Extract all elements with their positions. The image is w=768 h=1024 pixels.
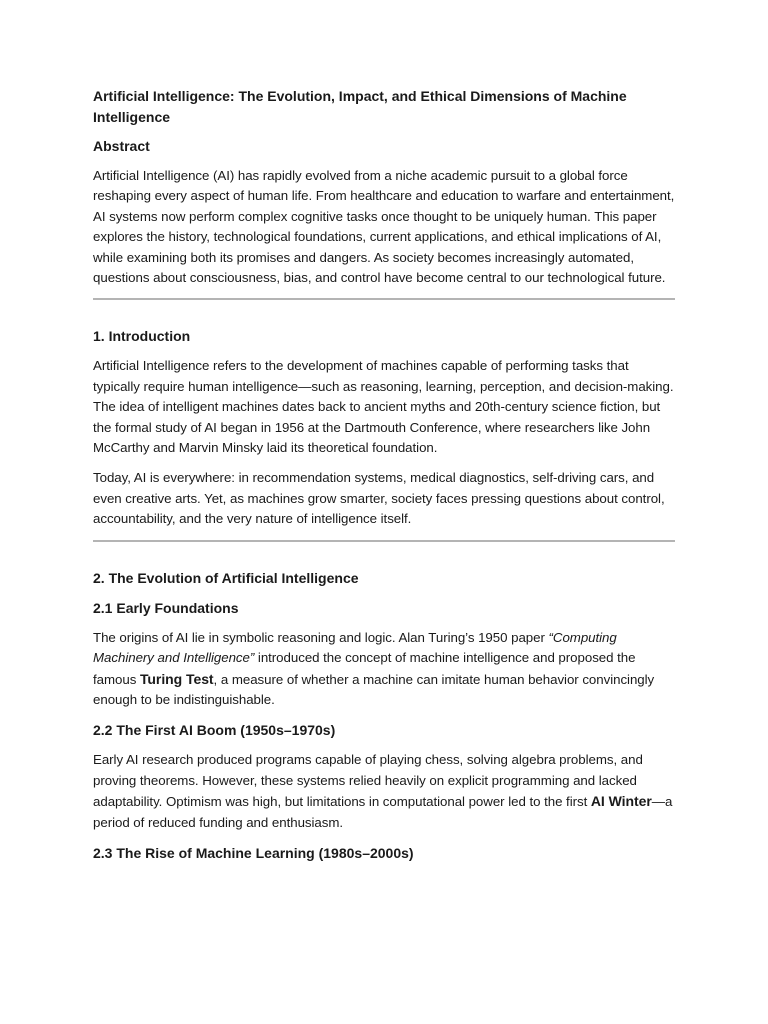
ai-winter-term: AI Winter: [590, 793, 652, 810]
introduction-heading: 1. Introduction: [93, 328, 191, 345]
turing-test-term: Turing Test: [139, 670, 214, 687]
paper-title: “Computing Machinery and Intelligence”: [93, 629, 617, 666]
abstract-heading: Abstract: [93, 138, 150, 154]
early-text-c: , a measure of whether a machine can imitate human behavior convincingly enough to be indistinguishable.: [93, 671, 655, 707]
introduction-paragraph-2: Today, AI is everywhere: in recommendation systems, medical diagnostics, self-driving cars, and even creative arts. Yet, as machines grow smarter, society faces pressing questions about control, accountability, and the very nature of intelligence itself.: [93, 470, 665, 527]
abstract-text: Artificial Intelligence (AI) has rapidly evolved from a niche academic pursuit to a global force reshaping every aspect of human life. From healthcare and education to warfare and entertainment, AI systems now perform complex cognitive tasks once thought to be uniquely human. This paper explores the history, technological foundations, current applications, and ethical implications of AI, while examining both its promises and dangers. As society becomes increasingly automated, questions about consciousness, bias, and control have become central to our technological future.: [93, 168, 675, 286]
boom-text-a: Early AI research produced programs capable of playing chess, solving algebra problems, and proving theorems. However, these systems relied heavily on explicit programming and lacked adaptability. Optimism was high, but limitations in computational power led to the first: [93, 752, 643, 810]
section-divider: [93, 298, 675, 300]
early-foundations-paragraph: [93, 628, 675, 711]
evolution-heading: 2. The Evolution of Artificial Intelligence: [93, 569, 359, 586]
introduction-paragraph-1: Artificial Intelligence refers to the development of machines capable of performing tasks that typically require human intelligence—such as reasoning, learning, perception, and decision-making. The idea of intelligent machines dates back to ancient myths and 20th-century science fiction, but the formal study of AI began in 1956 at the Dartmouth Conference, where researchers like John McCarthy and Marvin Minsky laid its theoretical foundation.: [93, 358, 674, 456]
document-page: [93, 86, 675, 873]
section-divider: [93, 540, 675, 542]
first-ai-boom-paragraph: [93, 750, 675, 833]
early-foundations-heading: 2.1 Early Foundations: [93, 599, 239, 616]
early-text-b: introduced the concept of machine intelligence and proposed the famous: [93, 650, 636, 687]
early-text-a: The origins of AI lie in symbolic reasoning and logic. Alan Turing’s 1950 paper: [93, 629, 549, 645]
machine-learning-heading: 2.3 The Rise of Machine Learning (1980s–2000s): [93, 844, 414, 861]
boom-text-b: —a period of reduced funding and enthusiasm.: [93, 794, 673, 830]
first-ai-boom-heading: 2.2 The First AI Boom (1950s–1970s): [93, 722, 336, 739]
document-title: Artificial Intelligence: The Evolution, Impact, and Ethical Dimensions of Machine Intelligence: [93, 88, 627, 125]
